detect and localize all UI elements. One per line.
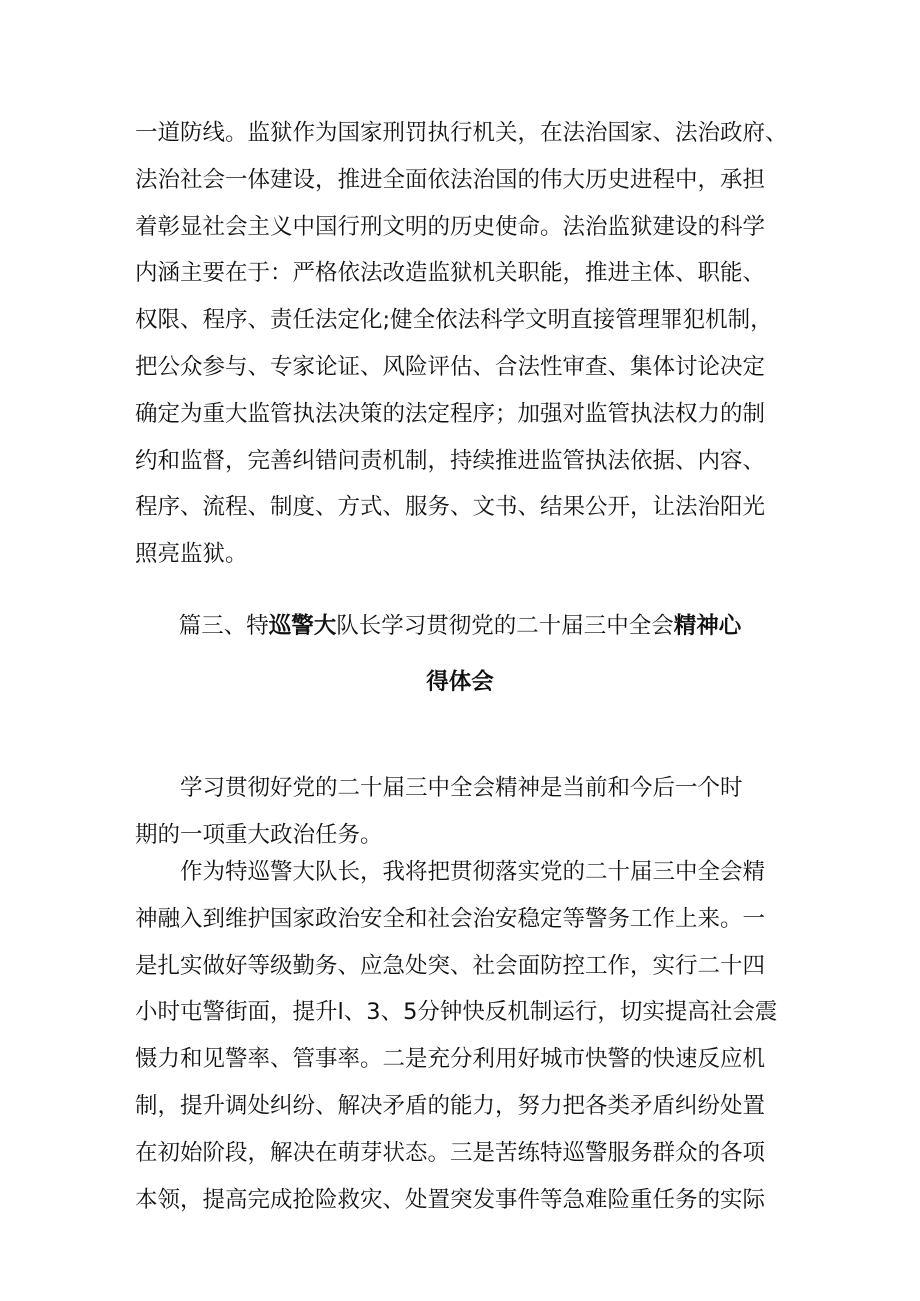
text-line: 是扎实做好等级勤务、应急处突、社会面防控工作，实行二十四 (135, 952, 766, 979)
text-line: 确定为重大监管执法决策的法定程序；加强对监管执法权力的制 (135, 400, 766, 427)
text-line: 着彰显社会主义中国行刑文明的历史使命。法治监狱建设的科学 (135, 213, 766, 240)
heading-line-1 (110, 598, 810, 654)
heading-line-2 (110, 654, 810, 710)
text-line: 程序、流程、制度、方式、服务、文书、结果公开，让法治阳光 (135, 494, 766, 521)
heading-bold-part: 精神心 (673, 613, 742, 639)
paragraph-commitment (135, 849, 795, 1223)
paragraph-intro (135, 765, 795, 859)
text-line: 制，提升调处纠纷、解决矛盾的能力，努力把各类矛盾纠纷处置 (135, 1092, 766, 1119)
text-line: 内涵主要在于：严格依法改造监狱机关职能，推进主体、职能、 (135, 260, 766, 287)
text-line: 小时屯警街面，提升l、3、5分钟快反机制运行，切实提高社会震 (135, 999, 778, 1026)
text-line: 法治社会一体建设，推进全面依法治国的伟大历史进程中，承担 (135, 166, 766, 193)
text-line: 作为特巡警大队长，我将把贯彻落实党的二十届三中全会精 (180, 859, 766, 885)
text-line: 学习贯彻好党的二十届三中全会精神是当前和今后一个时 (180, 775, 743, 801)
text-line: 约和监督，完善纠错问责机制，持续推进监管执法依据、内容、 (135, 447, 766, 474)
text-line: 把公众参与、专家论证、风险评估、合法性审查、集体讨论决定 (135, 353, 766, 380)
text-line: 期的一项重大政治任务。 (135, 821, 383, 848)
heading-part: 队长学习贯彻党的二十届三中全会 (336, 613, 674, 639)
text-line: 本领，提高完成抢险救灾、处置突发事件等急难险重任务的实际 (135, 1186, 766, 1213)
text-line: 照亮监狱。 (135, 541, 248, 568)
text-line: 权限、程序、责任法定化;健全依法科学文明直接管理罪犯机制， (135, 307, 773, 334)
text-line: 在初始阶段，解决在萌芽状态。三是苦练特巡警服务群众的各项 (135, 1139, 766, 1166)
section-heading (110, 598, 810, 710)
text-line: 慑力和见警率、管事率。二是充分利用好城市快警的快速反应机 (135, 1046, 766, 1073)
paragraph-prison-rule-of-law (135, 110, 795, 578)
text-line: 神融入到维护国家政治安全和社会治安稳定等警务工作上来。一 (135, 905, 766, 932)
heading-part: 篇三、特 (178, 613, 269, 639)
heading-bold-part: 得体会 (426, 669, 494, 695)
heading-bold-part: 巡警大 (268, 613, 337, 639)
text-line: 一道防线。监狱作为国家刑罚执行机关，在法治国家、法治政府、 (135, 120, 788, 146)
